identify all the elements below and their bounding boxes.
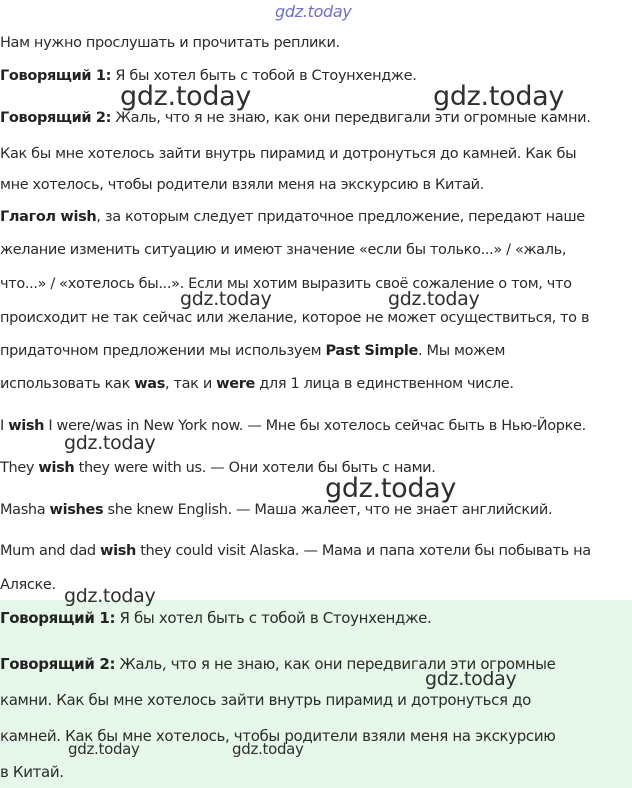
grammar-term: Глагол wish	[0, 209, 97, 225]
answer-line-speaker1	[0, 608, 632, 628]
example-text: they could visit Alaska. — Мама и папа хотели бы побывать на	[135, 543, 591, 559]
example-text: I	[0, 418, 9, 434]
speaker-text: Я бы хотел быть с тобой в Стоунхендже.	[111, 68, 417, 84]
watermark: gdz.today	[64, 432, 156, 454]
example-text: she knew English. — Маша жалеет, что не знает английский.	[103, 502, 553, 518]
speaker-text: Я бы хотел быть с тобой в Стоунхендже.	[115, 609, 432, 627]
example-keyword: wishes	[49, 502, 104, 518]
watermark-top: gdz.today	[275, 2, 352, 21]
watermark: gdz.today	[425, 668, 517, 690]
dialogue-line: мне хотелось, чтобы родители взяли меня на экскурсию в Китай.	[0, 177, 484, 193]
example-keyword: wish	[100, 543, 136, 559]
speaker-label: Говорящий 2:	[0, 110, 112, 126]
example-text: I were/was in New York now. — Мне бы хотелось сейчас быть в Нью-Йорке.	[44, 418, 586, 434]
example-line	[0, 541, 632, 561]
grammar-line	[0, 207, 632, 227]
dialogue-line: Как бы мне хотелось зайти внутрь пирамид и дотронуться до камней. Как бы	[0, 146, 577, 162]
watermark: gdz.today	[232, 740, 304, 758]
intro-text: Нам нужно прослушать и прочитать реплики.	[0, 35, 340, 51]
grammar-line	[0, 374, 632, 394]
watermark: gdz.today	[120, 81, 252, 112]
watermark: gdz.today	[180, 288, 272, 310]
grammar-text: использовать как	[0, 376, 135, 392]
grammar-line	[0, 341, 632, 361]
answer-line: камни. Как бы мне хотелось зайти внутрь пирамид и дотронуться до	[0, 691, 531, 709]
answer-line: камней. Как бы мне хотелось, чтобы родители взяли меня на экскурсию	[0, 727, 556, 745]
watermark: gdz.today	[64, 585, 156, 607]
speaker-label: Говорящий 1:	[0, 68, 112, 84]
example-line: Аляске.	[0, 577, 56, 593]
speaker-text: Жаль, что я не знаю, как они передвигали эти огромные	[115, 655, 556, 673]
example-line	[0, 500, 632, 520]
answer-line-speaker2	[0, 654, 632, 674]
grammar-text: , за которым следует придаточное предложение, передают наше	[96, 209, 585, 225]
speaker-label: Говорящий 1:	[0, 609, 116, 627]
grammar-line: происходит не так сейчас или желание, которое не может осуществиться, то в	[0, 310, 590, 326]
grammar-text: для 1 лица в единственном числе.	[255, 376, 514, 392]
grammar-text: придаточном предложении мы используем	[0, 343, 326, 359]
example-keyword: wish	[38, 460, 75, 476]
example-line	[0, 458, 632, 478]
example-text: Mum and dad	[0, 543, 101, 559]
watermark: gdz.today	[68, 740, 140, 758]
example-keyword: wish	[8, 418, 45, 434]
grammar-text: . Мы можем	[418, 343, 506, 359]
watermark: gdz.today	[388, 288, 480, 310]
example-text: Masha	[0, 502, 50, 518]
grammar-line: что...» / «хотелось бы...». Если мы хотим выразить своё сожаление о том, что	[0, 276, 572, 292]
grammar-term: were	[216, 376, 255, 392]
grammar-line: желание изменить ситуацию и имеют значение «если бы только...» / «жаль,	[0, 242, 567, 258]
grammar-term: Past Simple	[325, 343, 419, 359]
example-text: they were with us. — Они хотели бы быть с нами.	[74, 460, 436, 476]
grammar-text: , так и	[165, 376, 217, 392]
watermark: gdz.today	[433, 81, 565, 112]
speaker-text: Жаль, что я не знаю, как они передвигали эти огромные камни.	[111, 110, 591, 126]
watermark: gdz.today	[325, 473, 457, 504]
example-text: They	[0, 460, 39, 476]
speaker-label: Говорящий 2:	[0, 655, 116, 673]
grammar-term: was	[134, 376, 166, 392]
answer-line: в Китай.	[0, 763, 64, 781]
